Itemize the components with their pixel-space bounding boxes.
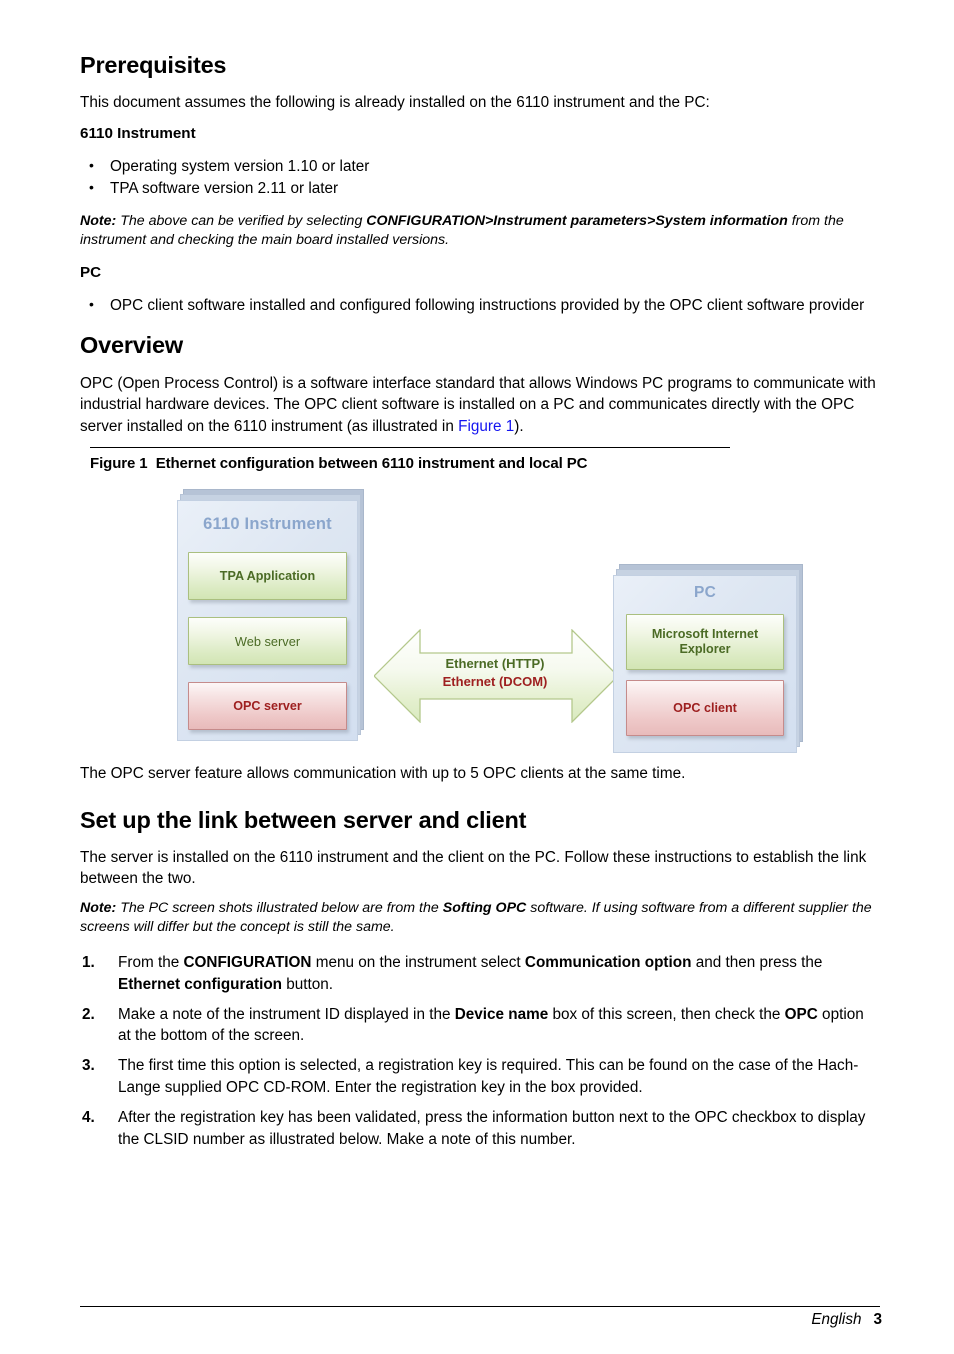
card-label: Web server (234, 633, 301, 649)
step-text (118, 954, 822, 993)
note-text-2: from the instrument and checking the main board installed versions. (80, 212, 844, 249)
figure-1-crossref-link[interactable]: Figure 1 (458, 417, 515, 435)
card-label: OPC server (233, 698, 302, 713)
step-text-run: After the registration key has been validated, press the information button next to the OPC checkbox to display the CLSID number as illustrated below. Make a note of this number. (118, 1108, 866, 1148)
note-softing-opc (80, 899, 880, 938)
card-microsoft-internet-explorer (626, 614, 784, 670)
bullet-text: TPA software version 2.11 or later (110, 180, 339, 198)
overview-after-figure: The OPC server feature allows communication with up to 5 OPC clients at the same time. (80, 765, 686, 783)
setup-steps-list (80, 952, 880, 1150)
step-number: 2. (82, 1005, 95, 1023)
setup-intro: The server is installed on the 6110 instrument and the client on the PC. Follow these instructions to establish the link between the two. (80, 848, 867, 888)
bullet-text: OPC client software installed and configured following instructions provided by the OPC client software provider (110, 296, 865, 314)
list-item (80, 295, 880, 317)
step-text-run: The first time this option is selected, a registration key is required. This can be found on the case of the Hach-Lange supplied OPC CD-ROM. Enter the registration key in the box provided. (118, 1057, 859, 1096)
instrument-bullet-list (80, 156, 880, 200)
card-opc-server (188, 682, 347, 730)
figure-1-diagram (80, 482, 880, 757)
footer-rule (80, 1306, 880, 1307)
card-tpa-application (188, 552, 347, 600)
step-text-run: option at the bottom of the screen. (118, 1005, 864, 1045)
step-text (118, 1057, 858, 1096)
step-item (80, 1107, 880, 1151)
list-item (80, 156, 880, 178)
step-text-emphasis: Device name (454, 1005, 549, 1023)
instrument-box-title: 6110 Instrument (203, 515, 332, 534)
instrument-box (177, 500, 358, 741)
figure-caption (90, 455, 880, 472)
bullet-text: Operating system version 1.10 or later (110, 157, 370, 175)
step-text-run: box of this screen, then check the (548, 1005, 785, 1023)
step-text-emphasis: CONFIGURATION (183, 953, 312, 971)
list-item (80, 178, 880, 200)
step-text-emphasis: Ethernet configuration (118, 975, 283, 993)
note-emphasis: CONFIGURATION>Instrument parameters>System information (366, 212, 788, 229)
step-number: 4. (82, 1108, 95, 1126)
step-text-run: From the (118, 953, 184, 971)
note-label: Note: (80, 212, 117, 229)
note-text-1: The PC screen shots illustrated below are from the (116, 899, 443, 916)
subheading-6110-instrument: 6110 Instrument (80, 124, 196, 142)
footer-language: English (811, 1311, 862, 1328)
card-label: TPA Application (219, 568, 316, 583)
overview-paragraph (80, 373, 880, 438)
step-text-emphasis: Communication option (524, 953, 692, 971)
note-emphasis: Softing OPC (442, 899, 527, 916)
pc-box-title: PC (694, 584, 716, 602)
heading-setup-link: Set up the link between server and client (80, 806, 527, 833)
figure-caption-rule (90, 447, 730, 448)
step-item (80, 1004, 880, 1048)
note-label: Note: (80, 899, 117, 916)
step-text-run: button. (282, 975, 334, 993)
step-text-emphasis: OPC (784, 1005, 818, 1023)
step-number: 1. (82, 953, 95, 971)
figure-caption-label: Figure 1 (90, 455, 148, 473)
card-label: OPC client (673, 700, 737, 715)
step-item (80, 1055, 880, 1099)
card-web-server (188, 617, 347, 665)
step-number: 3. (82, 1057, 95, 1075)
footer-page-number: 3 (873, 1311, 882, 1328)
step-text-run: Make a note of the instrument ID displayed in the (118, 1005, 455, 1023)
prerequisites-intro: This document assumes the following is already installed on the 6110 instrument and the PC: (80, 94, 710, 112)
step-item (80, 952, 880, 996)
ethernet-dcom-label: Ethernet (DCOM) (442, 673, 548, 689)
pc-bullet-list (80, 295, 880, 317)
pc-box (613, 575, 797, 753)
step-text-run: menu on the instrument select (311, 953, 525, 971)
card-label: Microsoft Internet Explorer (651, 627, 759, 657)
page-content (80, 52, 880, 1158)
ethernet-http-label: Ethernet (HTTP) (445, 656, 545, 672)
note-text-2: software. If using software from a different supplier the screens will differ but the concept is still the same. (80, 899, 872, 936)
card-opc-client (626, 680, 784, 736)
subheading-pc: PC (80, 263, 102, 281)
instrument-box-contents (177, 500, 358, 741)
ethernet-connector-labels (374, 655, 616, 690)
pc-box-contents (613, 575, 797, 753)
overview-text-2: ). (514, 417, 524, 435)
note-text-1: The above can be verified by selecting (116, 212, 367, 229)
heading-prerequisites: Prerequisites (80, 52, 227, 78)
step-text (118, 1006, 864, 1045)
page-footer (811, 1311, 882, 1329)
note-system-information (80, 212, 880, 251)
step-text (118, 1109, 865, 1148)
overview-text-1: OPC (Open Process Control) is a software interface standard that allows Windows PC programs to communicate with industrial hardware devices. The OPC client software is installed on a PC and communicates directly with the OPC server installed on the 6110 instrument (as illustrated in (80, 374, 876, 435)
figure-caption-text: Ethernet configuration between 6110 instrument and local PC (155, 455, 588, 473)
step-text-run: and then press the (691, 953, 823, 971)
heading-overview: Overview (80, 332, 183, 359)
